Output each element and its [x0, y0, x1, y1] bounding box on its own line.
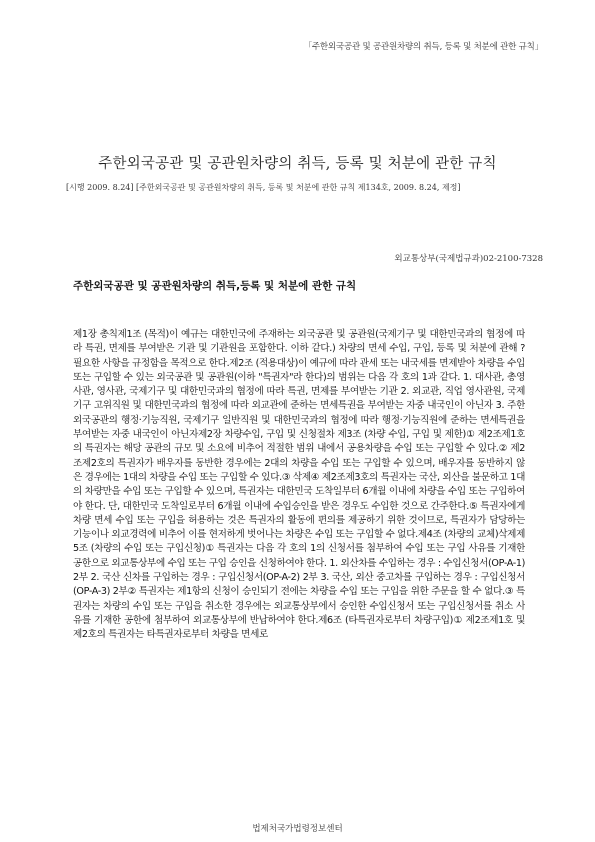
document-title: 주한외국공관 및 공관원차량의 취득, 등록 및 처분에 관한 규칙 — [98, 156, 497, 172]
law-name-heading: 주한외국공관 및 공관원차량의 취득,등록 및 처분에 관한 규칙 — [73, 280, 357, 292]
enactment-info: [시행 2009. 8.24] [주한외국공관 및 공관원차량의 취득, 등록 및 처분에 관한 규칙 제134호, 2009. 8.24, 제정] — [66, 183, 461, 192]
running-header: 「주한외국공관 및 공관원차량의 취득, 등록 및 처분에 관한 규칙」 — [303, 42, 543, 52]
law-body-text: 제1장 총칙제1조 (목적)이 예규는 대한민국에 주재하는 외국공관 및 공관원(국제기구 및 대한민국과의 협정에 따라 특권, 면제를 부여받은 기관 및 기관원을 포함한다. 이하 같다.) 차량의 면세 수입, 구입, 등록 및 처분에 관해 ?필요한 사항을 규정함을 목적으로 한다.제2조 (적용대상)이 예규에 따라 관세 또는 내국세를 면제받아 차량을 수입 또는 구입할 수 있는 외국공관 및 공관원(이하 "특권자"라 한다)의 범위는 다음 각 호의 1과 같다. 1. 대사관, 총영사관, 영사관, 국제기구 및 대한민국과의 협정에 따라 특권, 면제를 부여받는 기관 2. 외교관, 직업 영사관원, 국제기구 고위직원 및 대한민국과의 협정에 따라 외교관에 준하는 면세특권을 부여받는 자중 내국인이 아닌자 3. 주한 외국공관의 행정·기능직원, 국제기구 일반직원 및 대한민국과의 협정에 따라 행정·기능직원에 준하는 면세특권을 부여받는 자중 내국인이 아닌자제2장 차량수입, 구입 및 신청절차 제3조 (차량 수입, 구입 및 제한)① 제2조제1호의 특권자는 해당 공관의 규모 및 소요에 비추어 적절한 범위 내에서 공용차량을 수입 또는 구입할 수 있다.② 제2조제2호의 특권자가 배우자를 동반한 경우에는 2대의 차량을 수입 또는 구입할 수 있으며, 배우자를 동반하지 않은 경우에는 1대의 차량을 수입 또는 구입할 수 있다.③ 삭제④ 제2조제3호의 특권자는 국산, 외산을 불문하고 1대의 차량만을 수입 또는 구입할 수 있으며, 특권자는 대한민국 도착일부터 6개월 이내에 차량을 수입 또는 구입하여야 한다. 단, 대한민국 도착일로부터 6개월 이내에 수입승인을 받은 경우도 수입한 것으로 간주한다.⑤ 특권자에게 차량 면세 수입 또는 구입을 허용하는 것은 특권자의 활동에 편의를 제공하기 위한 것이므로, 특권자가 담당하는 기능이나 외교경력에 비추어 이를 현저하게 벗어나는 차량은 수입 또는 구입할 수 없다.제4조 (차량의 교체)삭제제5조 (차량의 수입 또는 구입신청)① 특권자는 다음 각 호의 1의 신청서를 첨부하여 수입 또는 구입 사유를 기재한 공한으로 외교통상부에 수입 또는 구입 승인을 신청하여야 한다. 1. 외산차를 수입하는 경우 : 수입신청서(OP-A-1) 2부 2. 국산 신차를 구입하는 경우 : 구입신청서(OP-A-2) 2부 3. 국산, 외산 중고차를 구입하는 경우 : 구입신청서 (OP-A-3) 2부② 특권자는 제1항의 신청이 승인되기 전에는 차량을 수입 또는 구입을 위한 주문을 할 수 없다.③ 특권자는 차량의 수입 또는 구입을 취소한 경우에는 외교통상부에서 승인한 수입신청서 또는 구입신청서를 취소 사유를 기재한 공한에 첨부하여 외교통상부에 반납하여야 한다.제6조 (타특권자로부터 차량구입)① 제2조제1호 및 제2호의 특권자는 타특권자로부터 차량을 면세로 — [73, 329, 525, 641]
page-footer: 법제처국가법령정보센터 — [252, 824, 343, 834]
department-contact: 외교통상부(국제법규과)02-2100-7328 — [394, 254, 543, 264]
